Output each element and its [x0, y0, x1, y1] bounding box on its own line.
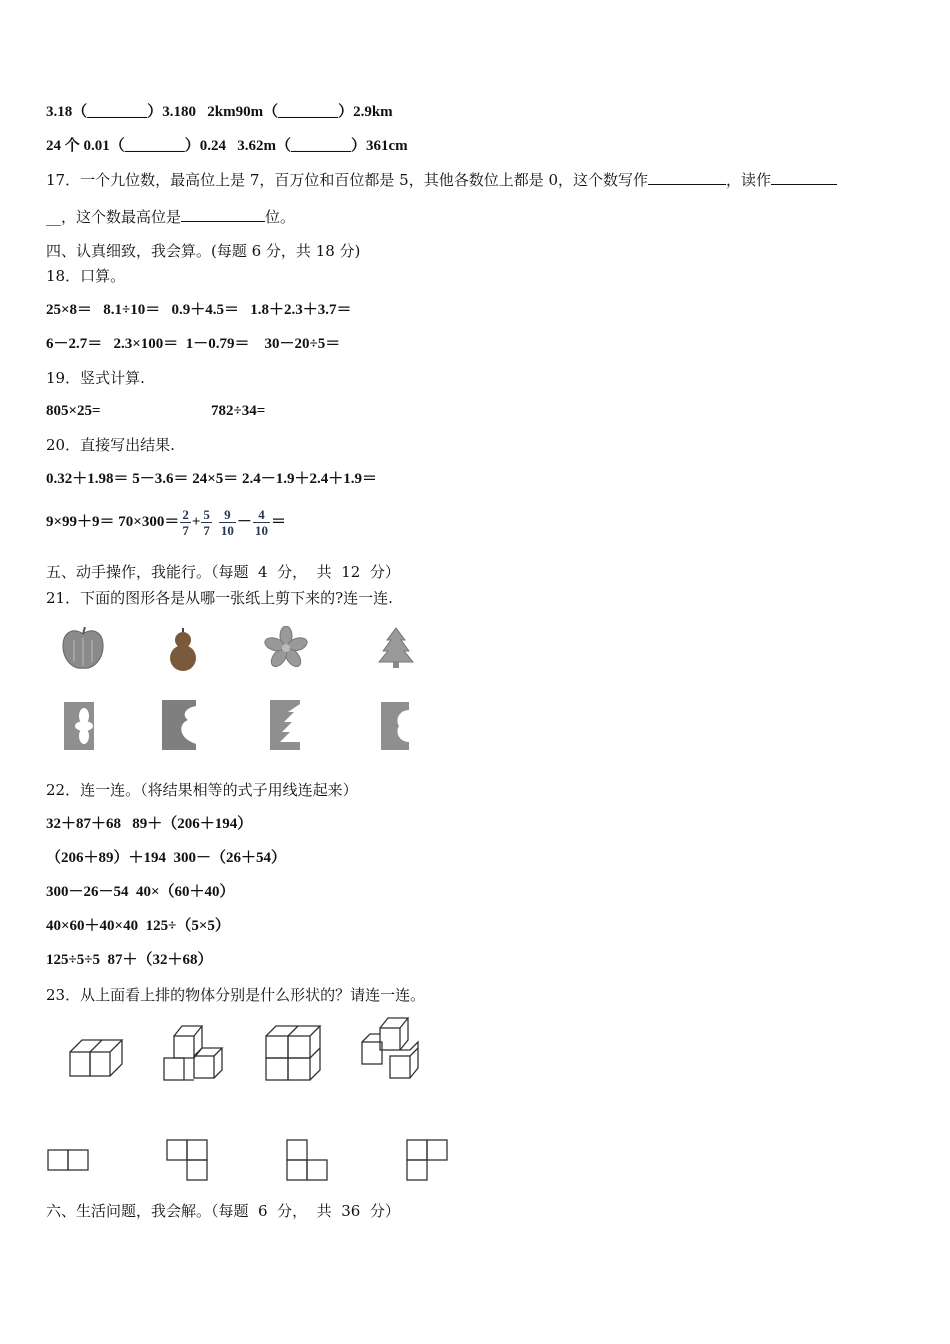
q18-line-2: 6－2.7＝ 2.3×100＝ 1－0.79＝ 30－20÷5＝: [46, 336, 341, 352]
q18-line-1: 25×8＝ 8.1÷10＝ 0.9＋4.5＝ 1.8＋2.3＋3.7＝: [46, 302, 352, 318]
q23-title: 23．从上面看上排的物体分别是什么形状的？请连一连。: [46, 986, 426, 1004]
cube-arrangement-1-icon[interactable]: [68, 1030, 124, 1080]
q20-line-2-prefix: 9×99＋9＝ 70×300＝: [46, 514, 180, 530]
plus-sign: +: [191, 514, 201, 530]
q17-text-d: 位。: [265, 208, 296, 226]
equals-sign: ＝: [270, 514, 286, 530]
q18-title: 18．口算。: [46, 267, 126, 285]
apple-shape-icon[interactable]: [58, 626, 108, 672]
section-4-title: 四、认真细致，我会算。(每题 6 分，共 18 分): [46, 242, 361, 260]
cube-arrangement-4-icon[interactable]: [358, 1016, 424, 1082]
section-6-title: 六、生活问题，我会解。（每题 6 分， 共 36 分）: [46, 1202, 400, 1220]
q19-item-b: 782÷34=: [211, 403, 266, 419]
q20-line-1: 0.32＋1.98＝ 5－3.6＝ 24×5＝ 2.4－1.9＋2.4＋1.9＝: [46, 471, 378, 487]
q17-highest-blank[interactable]: [181, 207, 265, 222]
top-view-l-shape-c-icon[interactable]: [405, 1138, 453, 1184]
q17-write-blank[interactable]: [648, 170, 726, 185]
q22-title: 22．连一连。（将结果相等的式子用线连起来）: [46, 781, 358, 799]
q21-title: 21．下面的图形各是从哪一张纸上剪下来的?连一连.: [46, 589, 393, 607]
top-view-l-shape-a-icon[interactable]: [165, 1138, 213, 1184]
q17-text-b: ，读作: [726, 171, 772, 189]
cube-arrangement-2-icon[interactable]: [162, 1022, 226, 1084]
q17-text-a: 17．一个九位数，最高位上是 7，百万位和百位都是 5，其他各数位上都是 0，这个数写作: [46, 171, 649, 189]
top-view-two-squares-icon[interactable]: [46, 1148, 92, 1174]
gourd-shape-icon[interactable]: [163, 626, 203, 672]
fraction-5-7: $\frac{5}{7}$: [203, 507, 210, 539]
paper-flower-hole-icon[interactable]: [62, 700, 98, 752]
q22-row: 40×60＋40×40 125÷（5×5）: [46, 918, 230, 934]
paper-tree-hole-icon[interactable]: [268, 698, 304, 752]
cube-arrangement-3-icon[interactable]: [264, 1024, 324, 1082]
flower-shape-icon[interactable]: [263, 626, 309, 670]
fraction-4-10: $\frac{4}{10}$: [254, 507, 268, 539]
q17-line-1: [46, 170, 837, 190]
tree-shape-icon[interactable]: [377, 626, 415, 670]
section-5-title: 五、动手操作，我能行。（每题 4 分， 共 12 分）: [46, 563, 400, 581]
q19-item-a: 805×25=: [46, 403, 101, 419]
q16-line-2: 24 个 0.01（________）0.24 3.62m（________）361cm: [46, 138, 408, 154]
paper-apple-hole-icon[interactable]: [379, 700, 413, 752]
paper-gourd-hole-icon[interactable]: [160, 698, 200, 752]
q20-line-2: [46, 502, 286, 542]
fraction-2-7: $\frac{2}{7}$: [182, 507, 189, 539]
q22-row: 300－26－54 40×（60＋40）: [46, 884, 235, 900]
q20-title: 20．直接写出结果.: [46, 436, 175, 454]
q17-text-c: __，这个数最高位是: [46, 208, 182, 226]
minus-sign: －: [236, 514, 252, 530]
q22-row: 125÷5÷5 87＋（32＋68）: [46, 952, 213, 968]
top-view-l-shape-b-icon[interactable]: [285, 1138, 333, 1184]
q22-row: （206＋89）＋194 300－（26＋54）: [46, 850, 287, 866]
fraction-9-10: $\frac{9}{10}$: [220, 507, 234, 539]
q19-title: 19．竖式计算.: [46, 369, 145, 387]
q17-line-2: [46, 207, 295, 227]
q17-read-blank[interactable]: [771, 170, 837, 185]
q22-row: 32＋87＋68 89＋（206＋194）: [46, 816, 253, 832]
q16-line-1: 3.18（________）3.180 2km90m（________）2.9km: [46, 104, 393, 120]
